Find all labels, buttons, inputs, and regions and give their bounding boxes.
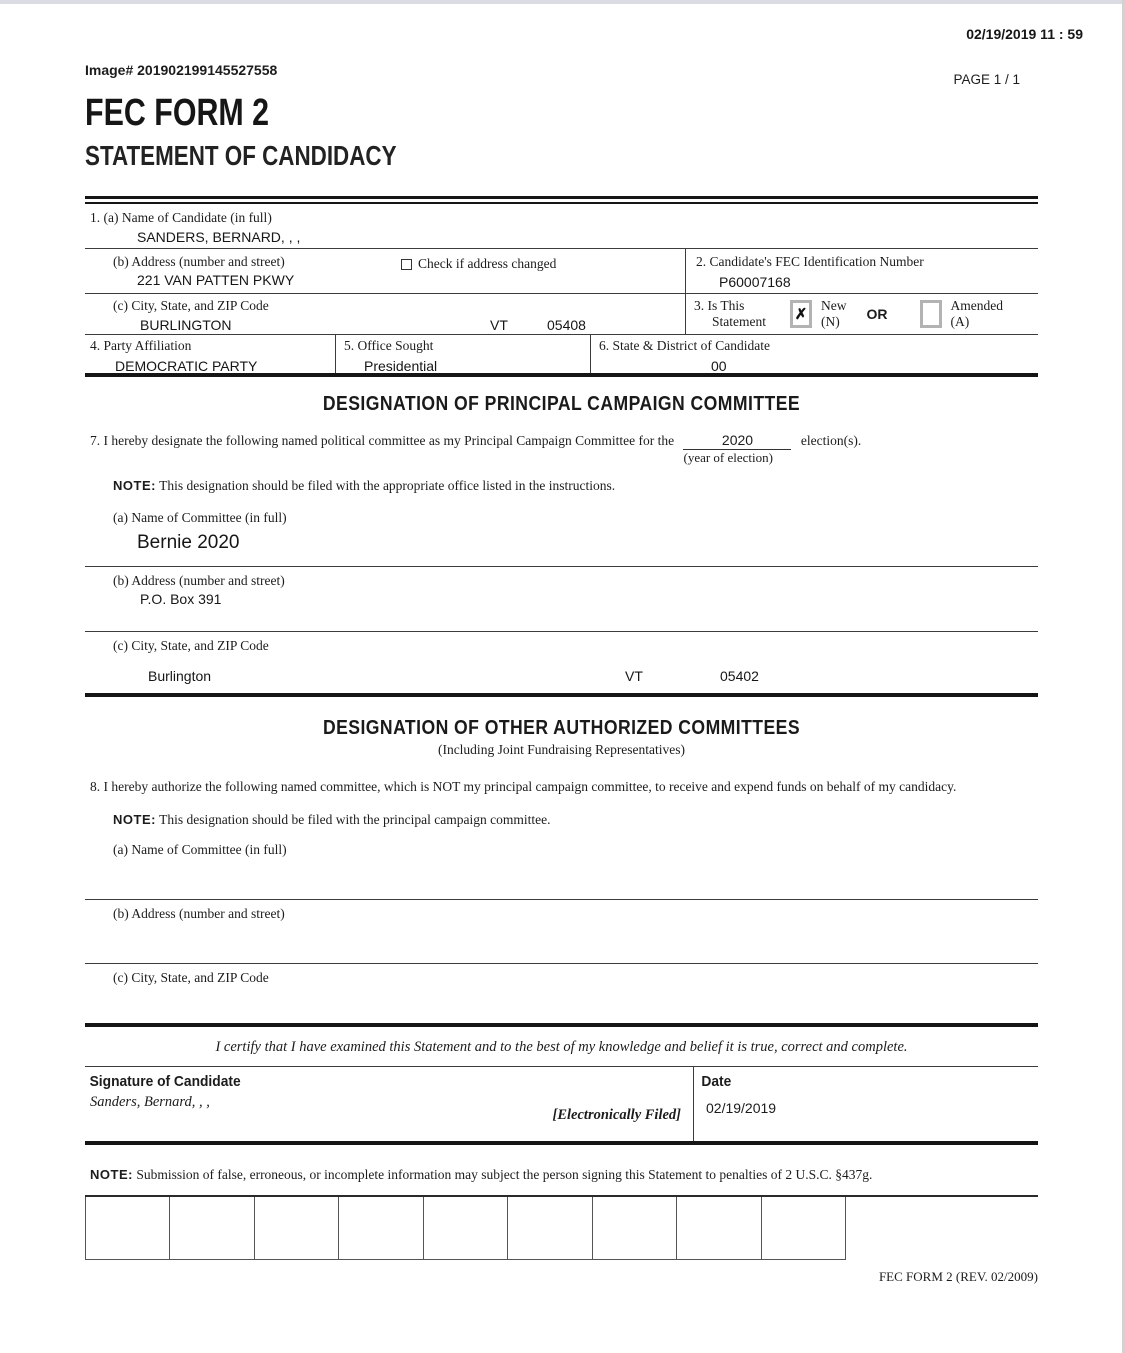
party-cell (85, 335, 335, 373)
id-column (685, 249, 1038, 334)
fec-form-body (85, 196, 1038, 1285)
certification-text: I certify that I have examined this Statement and to the best of my knowledge and belief it is true, correct and complete. (85, 1027, 1038, 1067)
candidate-name-label: 1. (a) Name of Candidate (in full) (90, 210, 272, 225)
candidate-city-label: (c) City, State, and ZIP Code (113, 298, 269, 313)
committee-city-value: Burlington (148, 668, 212, 684)
electronically-filed-note: [Electronically Filed] (552, 1107, 681, 1123)
fec-id-row (686, 249, 1038, 294)
other-note (85, 812, 1038, 828)
grid-cell (677, 1197, 761, 1259)
address-changed-checkbox[interactable] (401, 259, 412, 270)
office-cell (335, 335, 590, 373)
principal-committee-title: DESIGNATION OF PRINCIPAL CAMPAIGN COMMITTEE (322, 393, 801, 415)
office-label: 5. Office Sought (344, 338, 434, 353)
district-cell (590, 335, 1038, 373)
grid-cell (593, 1197, 677, 1259)
election-year-caption: (year of election) (683, 450, 773, 465)
image-number: Image# 201902199145527558 (85, 62, 278, 78)
election-year-value: 2020 (721, 432, 754, 448)
date-value: 02/19/2019 (706, 1100, 777, 1116)
signature-value: Sanders, Bernard, , , (90, 1094, 210, 1110)
candidate-name-row (85, 204, 1038, 249)
new-statement-checkbox[interactable] (790, 300, 812, 328)
address-changed-label: Check if address changed (418, 256, 557, 271)
designation-text-after: election(s). (800, 433, 862, 448)
office-use-box-grid (85, 1197, 846, 1260)
signature-label: Signature of Candidate (89, 1073, 241, 1090)
statement-type-label (694, 298, 786, 330)
candidate-name-value: SANDERS, BERNARD, , , (137, 229, 301, 245)
party-office-district-row (85, 335, 1038, 377)
date-cell (693, 1067, 1038, 1141)
address-and-id-rows (85, 249, 1038, 335)
statement-type-label-line1: 3. Is This (694, 298, 745, 313)
note-text: This designation should be filed with the appropriate office listed in the instructions. (159, 478, 616, 493)
other-committees-subtitle: (Including Joint Fundraising Representatives) (437, 742, 686, 757)
candidate-state-value: VT (490, 317, 508, 333)
committee-name-label: (a) Name of Committee (in full) (113, 510, 287, 525)
fec-id-value: P60007168 (719, 274, 791, 290)
committee-address-value: P.O. Box 391 (140, 591, 222, 607)
new-label: New (821, 298, 847, 313)
other-committee-name-row (85, 836, 1038, 900)
form-revision-footer: FEC FORM 2 (REV. 02/2009) (878, 1269, 1038, 1284)
committee-zip-value: 05402 (720, 668, 759, 684)
authorization-statement: 8. I hereby authorize the following named committee, which is NOT my principal campaign committee, to receive and expend funds on behalf of my candidacy. (90, 779, 957, 794)
election-year-blank (683, 432, 791, 465)
candidate-address-label: (b) Address (number and street) (113, 254, 285, 269)
committee-state-value: VT (625, 668, 643, 684)
designation-text-before: 7. I hereby designate the following named political committee as my Principal Campaign Committee for the (90, 433, 675, 448)
amended-code: (A) (950, 314, 970, 329)
other-committee-city-row (85, 964, 1038, 1027)
party-value: DEMOCRATIC PARTY (115, 358, 258, 374)
page-top-edge (0, 0, 1125, 4)
committee-name-row (85, 504, 1038, 567)
note-label: NOTE: (113, 812, 156, 827)
committee-address-row (85, 567, 1038, 632)
amended-statement-checkbox[interactable] (920, 300, 942, 328)
other-committee-address-row (85, 900, 1038, 964)
grid-cell (424, 1197, 508, 1259)
candidate-zip-value: 05408 (547, 317, 586, 333)
new-option-label (821, 298, 847, 330)
fec-id-label: 2. Candidate's FEC Identification Number (696, 254, 924, 269)
candidate-city-value: BURLINGTON (140, 317, 232, 333)
or-label: OR (866, 306, 888, 322)
grid-cell (255, 1197, 339, 1259)
candidate-city-values (85, 314, 685, 335)
other-committee-address-label: (b) Address (number and street) (113, 906, 285, 921)
designation-statement (85, 432, 1038, 465)
statement-type-label-line2: Statement (712, 314, 766, 329)
grid-cell (339, 1197, 423, 1259)
district-value: 00 (711, 358, 727, 374)
principal-note (85, 478, 1038, 494)
district-label: 6. State & District of Candidate (599, 338, 770, 353)
section-divider (85, 196, 1038, 204)
new-code: (N) (821, 314, 840, 329)
committee-city-values (85, 654, 1038, 686)
note-text: This designation should be filed with the principal campaign committee. (159, 812, 551, 827)
candidate-city-row (85, 294, 685, 334)
form-subtitle: STATEMENT OF CANDIDACY (85, 140, 397, 171)
filing-timestamp: 02/19/2019 11 : 59 (966, 26, 1083, 42)
amended-option-label (951, 298, 1003, 330)
amended-label: Amended (950, 298, 1003, 313)
grid-cell (762, 1197, 846, 1259)
signature-cell (85, 1067, 693, 1141)
header-row (85, 62, 1038, 87)
other-committees-title: DESIGNATION OF OTHER AUTHORIZED COMMITTEES (322, 717, 801, 739)
candidate-address-value: 221 VAN PATTEN PKWY (137, 272, 295, 288)
committee-address-label: (b) Address (number and street) (113, 573, 285, 588)
form-title: FEC FORM 2 (85, 92, 270, 134)
note-label: NOTE: (113, 478, 156, 493)
committee-name-value: Bernie 2020 (137, 532, 240, 553)
date-label: Date (701, 1073, 732, 1090)
grid-cell (508, 1197, 592, 1259)
grid-cell (170, 1197, 254, 1259)
statement-type-row (686, 294, 1038, 334)
committee-city-label: (c) City, State, and ZIP Code (113, 638, 269, 653)
grid-cell (86, 1197, 170, 1259)
address-column (85, 249, 685, 334)
note-text: Submission of false, erroneous, or incomplete information may subject the person signing this Statement to penalties of 2 U.S.C. §437g. (136, 1167, 873, 1182)
office-value: Presidential (364, 358, 438, 374)
signature-section (85, 1067, 1038, 1145)
candidate-address-row (85, 249, 685, 294)
penalty-note (85, 1167, 1038, 1183)
note-label: NOTE: (90, 1167, 133, 1182)
other-committee-city-label: (c) City, State, and ZIP Code (113, 970, 269, 985)
other-committee-name-label: (a) Name of Committee (in full) (113, 842, 287, 857)
address-changed-control (401, 256, 556, 272)
committee-city-row (85, 632, 1038, 697)
party-label: 4. Party Affiliation (90, 338, 192, 353)
check-mark-icon: ✗ (794, 306, 808, 323)
page-indicator: PAGE 1 / 1 (953, 72, 1020, 87)
